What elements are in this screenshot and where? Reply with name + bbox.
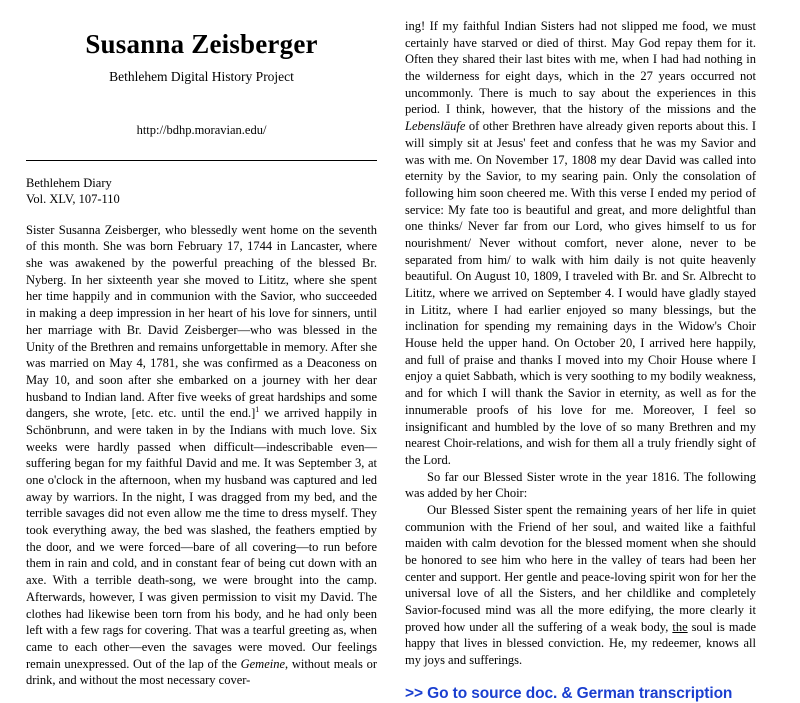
footnote-marker: 1 (255, 405, 260, 415)
right-body-paragraph-2: So far our Blessed Sister wrote in the year 1816. The following was added by her Choir: (405, 469, 756, 501)
right-body-text-d: soul is made happy that lives in blessed conviction. He, my redeemer, knows all my joys and sufferings. (405, 619, 756, 668)
project-url: http://bdhp.moravian.edu/ (136, 122, 267, 137)
right-body-paragraph-3 (405, 502, 756, 669)
left-body-italic-term: Gemeine (240, 656, 286, 671)
left-body-text-c: , without meals or drink, and without the most necessary cover- (26, 656, 377, 688)
right-column (405, 18, 756, 702)
horizontal-divider (26, 160, 377, 161)
right-body-underlined-word: the (672, 619, 688, 634)
left-column-body (26, 222, 377, 689)
source-volume: Vol. XLV, 107-110 (26, 192, 120, 207)
page-title: Susanna Zeisberger (85, 29, 318, 59)
source-citation (26, 175, 377, 208)
left-column (26, 18, 378, 688)
right-body-text-c: Our Blessed Sister spent the remaining years of her life in quiet communion with the Friend of her soul, and waited like a faithful maiden with calm devotion for the blessed moment when she should be honored to see him who here in the valley of tears had been her center and support. Her gentle and peace-loving spirit won for her the universal love of all the Sisters, and her childlike and completely Savior-focused mind was all the more edifying, the more clearly it proved how under all the suffering of a weak body, (405, 502, 756, 634)
page-subtitle: Bethlehem Digital History Project (109, 68, 294, 84)
right-body-italic-term: Lebensläufe (405, 119, 466, 134)
left-body-text-a: Sister Susanna Zeisberger, who blessedly went home on the seventh of this month. She was born February 17, 1744 in Lancaster, where she was awakened by the powerful preaching of the blessed Br. Nyberg. In her sixteenth year she moved to Lititz, where she spent her time happily and in communion with the Savior, who succeeded in making a deep impression in her heart of his love for sinners, until her marriage with Br. David Zeisberger—who was blessed in the Unity of the Brethren and remains unforgettable in memory. After she was married on May 4, 1781, she was confirmed as a Deaconess on May 10, and soon after she embarked on a journey with her dear husband to Indian land. After five weeks of great hardships and some dangers, she wrote, [etc. etc. until the end.] (26, 222, 377, 421)
left-body-paragraph (26, 222, 377, 689)
source-doc-link[interactable]: >> Go to source doc. & German transcription (405, 684, 733, 702)
two-column-layout (26, 18, 774, 702)
right-body-paragraph-1 (405, 18, 756, 469)
left-body-text-b: we arrived happily in Schönbrunn, and were taken in by the Indians with much love. Six weeks were hardly passed when difficult—indescribable even—suffering began for my faithful David and me. It was September 3, at one o'clock in the afternoon, when my husband was captured and led away by warriors. In the night, I was dragged from my bed, and the terrible savages did not even allow me the time to dress myself. They took everything away, the bed was slashed, the feathers emptied by the door, and we were forced—bare of all covering—to run before them in rain and cold, and in constant fear of being cut down with an axe. With a terrible death-song, we were brought into the camp. Afterwards, however, I was given permission to visit my David. The clothes had likewise been torn from his body, and he had only been left with a few rags for covering. That was a tearful greeting as, when came to each other—even the savages were moved. Our feelings remain unexpressed. Out of the lap of the (26, 406, 378, 671)
right-body-text-a: ing! If my faithful Indian Sisters had not slipped me food, we must certainly have starved or died of thirst. May God repay them for it. Often they shared their last bites with me, when I had had nothing in the wilderness for eight days, which in the 27 years occurred not uncommonly. There is much to say about the experiences in this period. I think, however, that the history of the missions and the (405, 19, 756, 117)
source-title: Bethlehem Diary (26, 175, 112, 190)
right-column-body (405, 18, 756, 669)
right-body-text-b: of other Brethren have already given reports about this. I will simply sit at Jesus' feet and confess that he was my Savior and was with me. On November 17, 1808 my dear David was called into eternity by the Savior, to my searing pain. Only the consolation of following him soon cheered me. With this verse I ended my period of service: My fate too is beautiful and great, and more delightful than one thinks/ Never far from our Lord, who gives himself to us for nourishment/ Never without comfort, never alone, never to be separated from him/ to walk with him daily is not quite heavenly beautiful. On August 10, 1809, I traveled with Br. and Sr. Albrecht to Lititz, where we arrived on September 4. I would have gladly stayed in Lititz, where I had earlier enjoyed so many blessings, but the inclination for spending my remaining days in the Widow's Choir House held the upper hand. On October 20, I arrived here happily, and full of praise and thanks I moved into my Choir House where I enjoy a quiet Sabbath, which is very soothing to my bodily weakness, and for which I will thank the Savior in eternity, as well as for the innumerable proofs of his love for me. Moreover, I feel so insignificant and humbled by the love of so many Brethren and my nearest Choir-relations, and wish for them all a truly friendly sight of the Lord. (405, 119, 756, 467)
